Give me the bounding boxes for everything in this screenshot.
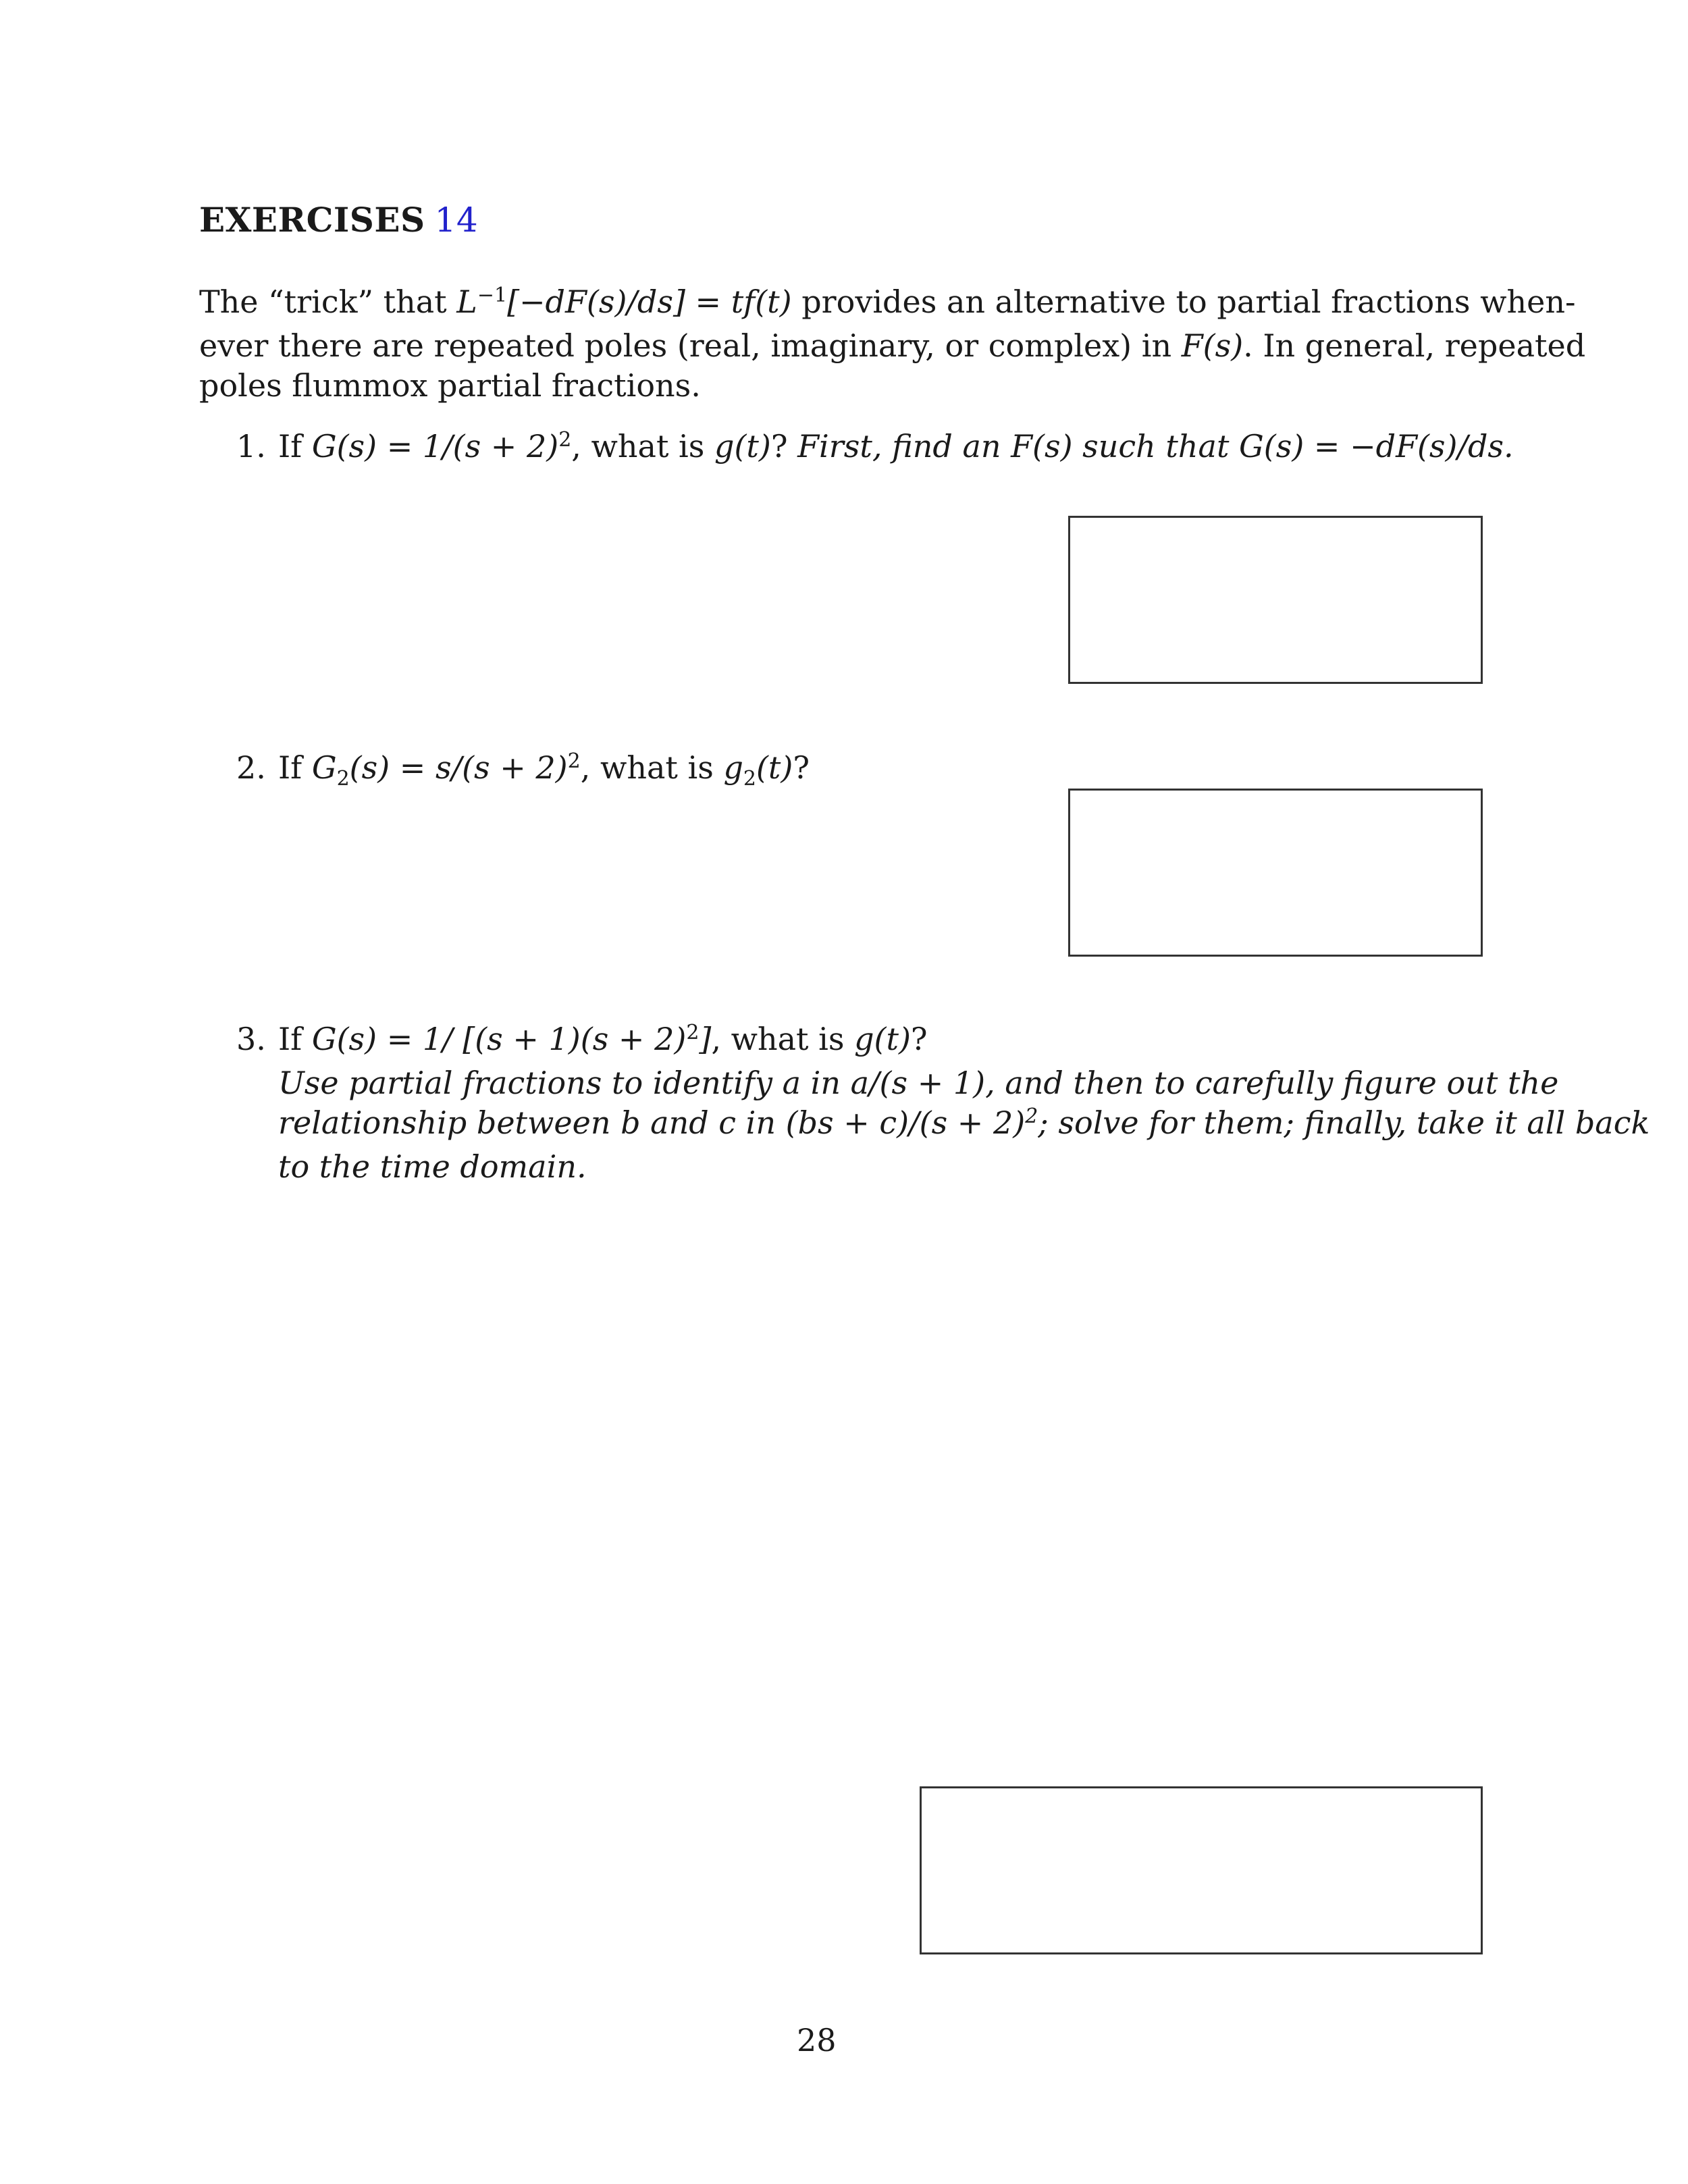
exercise-math: G(s) = 1/(s + 2)	[311, 428, 559, 464]
exercise-hint-text: ; solve for them; finally, take it all back	[1038, 1104, 1650, 1141]
exercise-3-hint-line-2	[278, 1103, 1650, 1147]
intro-text: provides an alternative to partial fractions when-	[791, 284, 1576, 320]
exercise-math: (t)	[756, 749, 793, 786]
exercise-3-hint-line-1: Use partial fractions to identify a in a/(s + 1), and then to carefully figure out the	[278, 1065, 1559, 1101]
heading-label: EXERCISES	[199, 200, 425, 240]
exercise-text: If	[278, 428, 312, 464]
exercise-math: g	[723, 749, 743, 786]
page-number: 28	[797, 2022, 837, 2058]
exercise-3-number: 3.	[236, 1021, 266, 1057]
answer-box-2[interactable]	[1068, 789, 1483, 957]
exercise-1-text	[278, 427, 1514, 471]
exercise-text: , what is	[571, 428, 714, 464]
exercise-math: ]	[699, 1021, 712, 1057]
exercise-3-text	[278, 1019, 1650, 1187]
answer-box-3[interactable]	[920, 1786, 1483, 1954]
exercise-3-line-1	[278, 1019, 1650, 1063]
heading-number-link[interactable]: 14	[434, 201, 479, 240]
exercise-text: ?	[910, 1021, 928, 1057]
exercise-sup: 2	[567, 749, 581, 773]
intro-line-2	[199, 326, 1585, 366]
exercise-sup: 2	[558, 428, 572, 452]
laplace-inverse-sup: −1	[477, 284, 508, 307]
section-heading	[199, 200, 478, 240]
exercise-hint-text: relationship between b and c in (bs + c)/(s + 2)	[278, 1104, 1026, 1141]
exercise-text: ?	[793, 749, 810, 786]
exercise-sub: 2	[336, 767, 350, 791]
intro-paragraph	[199, 282, 1585, 406]
exercise-sub: 2	[743, 767, 756, 791]
exercise-text: , what is	[580, 749, 724, 786]
exercise-text: , what is	[711, 1021, 855, 1057]
exercise-text: ?	[770, 428, 788, 464]
exercise-text: If	[278, 749, 312, 786]
intro-text: ever there are repeated poles (real, imaginary, or complex) in	[199, 327, 1182, 364]
laplace-symbol: L	[456, 284, 477, 320]
exercise-math: g(t)	[714, 428, 771, 464]
exercise-1-hint: First, find an F(s) such that G(s) = −dF(s)/ds.	[787, 428, 1514, 464]
intro-text: . In general, repeated	[1243, 327, 1586, 364]
intro-text: The “trick” that	[199, 284, 457, 320]
intro-math: [−dF(s)/ds] = tf(t)	[507, 284, 792, 320]
intro-line-1	[199, 282, 1585, 326]
exercise-sup: 2	[1025, 1104, 1038, 1128]
intro-math: F(s)	[1181, 327, 1244, 364]
exercise-math: G	[311, 749, 337, 786]
intro-line-3: poles flummox partial fractions.	[199, 367, 701, 404]
exercise-text: If	[278, 1021, 312, 1057]
exercise-math: g(t)	[854, 1021, 911, 1057]
exercise-2-text	[278, 748, 810, 792]
exercise-sup: 2	[686, 1021, 700, 1044]
exercise-2-number: 2.	[236, 749, 266, 786]
exercise-1-number: 1.	[236, 428, 266, 464]
exercise-math: (s) = s/(s + 2)	[349, 749, 568, 786]
exercise-math: G(s) = 1/ [(s + 1)(s + 2)	[311, 1021, 687, 1057]
exercise-3-hint-line-3: to the time domain.	[278, 1148, 587, 1185]
answer-box-1[interactable]	[1068, 516, 1483, 684]
